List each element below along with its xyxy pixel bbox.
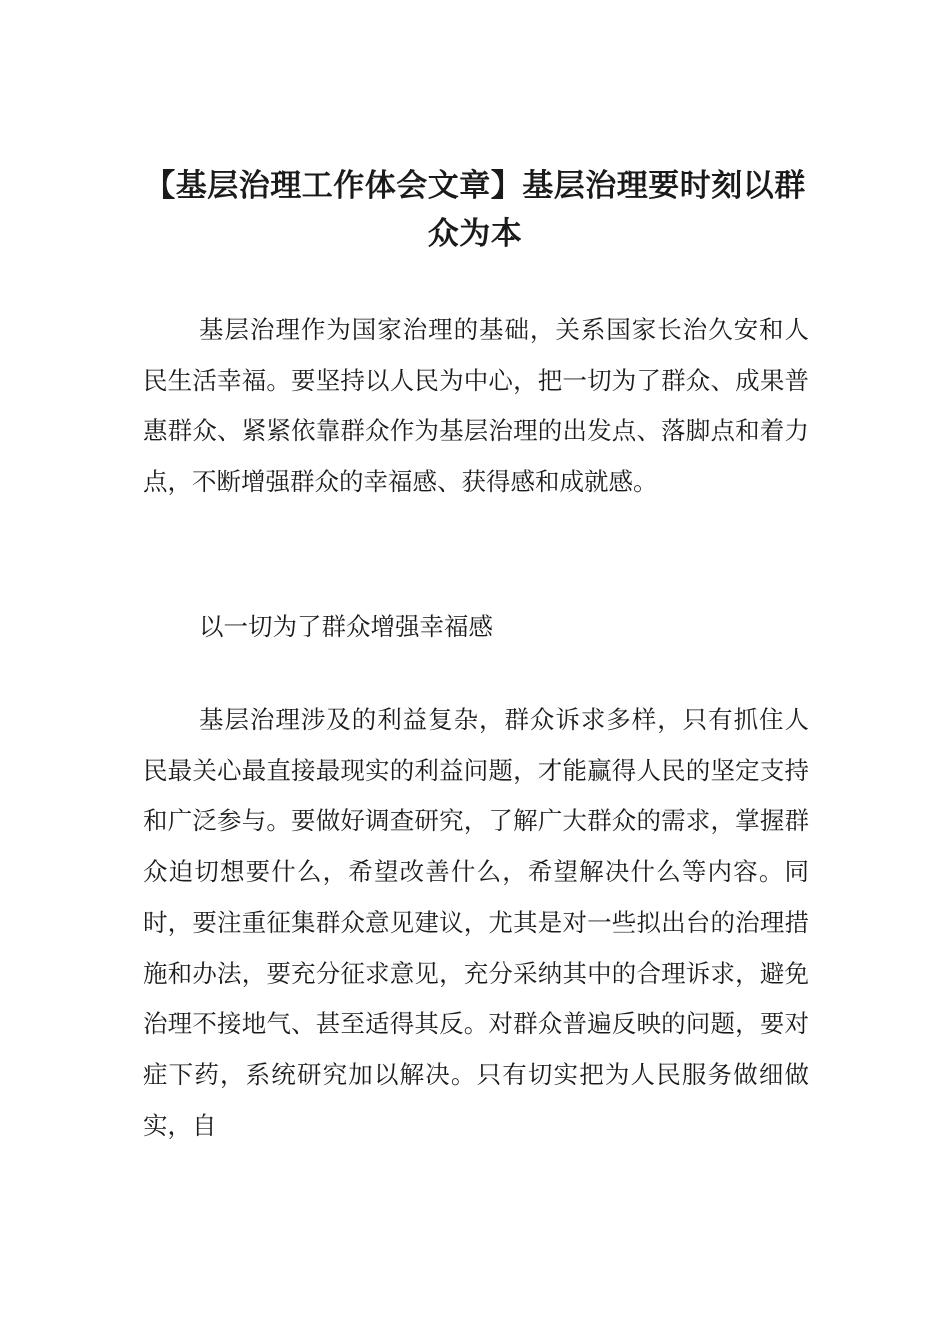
intro-paragraph: 基层治理作为国家治理的基础，关系国家长治久安和人民生活幸福。要坚持以人民为中心，把一切为了群众、成果普惠群众、紧紧依靠群众作为基层治理的出发点、落脚点和着力点，不断增强群众的幸福感、获得感和成就感。 bbox=[143, 315, 809, 497]
section-heading: 以一切为了群众增强幸福感 bbox=[199, 612, 493, 641]
document-title: 【基层治理工作体会文章】基层治理要时刻以群众为本 bbox=[144, 168, 806, 252]
body-paragraph: 基层治理涉及的利益复杂，群众诉求多样，只有抓住人民最关心最直接最现实的利益问题，才能赢得人民的坚定支持和广泛参与。要做好调查研究，了解广大群众的需求，掌握群众迫切想要什么，希望改善什么，希望解决什么等内容。同时，要注重征集群众意见建议，尤其是对一些拟出台的治理措施和办法，要充分征求意见，充分采纳其中的合理诉求，避免治理不接地气、甚至适得其反。对群众普遍反映的问题，要对症下药，系统研究加以解决。只有切实把为人民服务做细做实，自 bbox=[143, 705, 809, 1140]
